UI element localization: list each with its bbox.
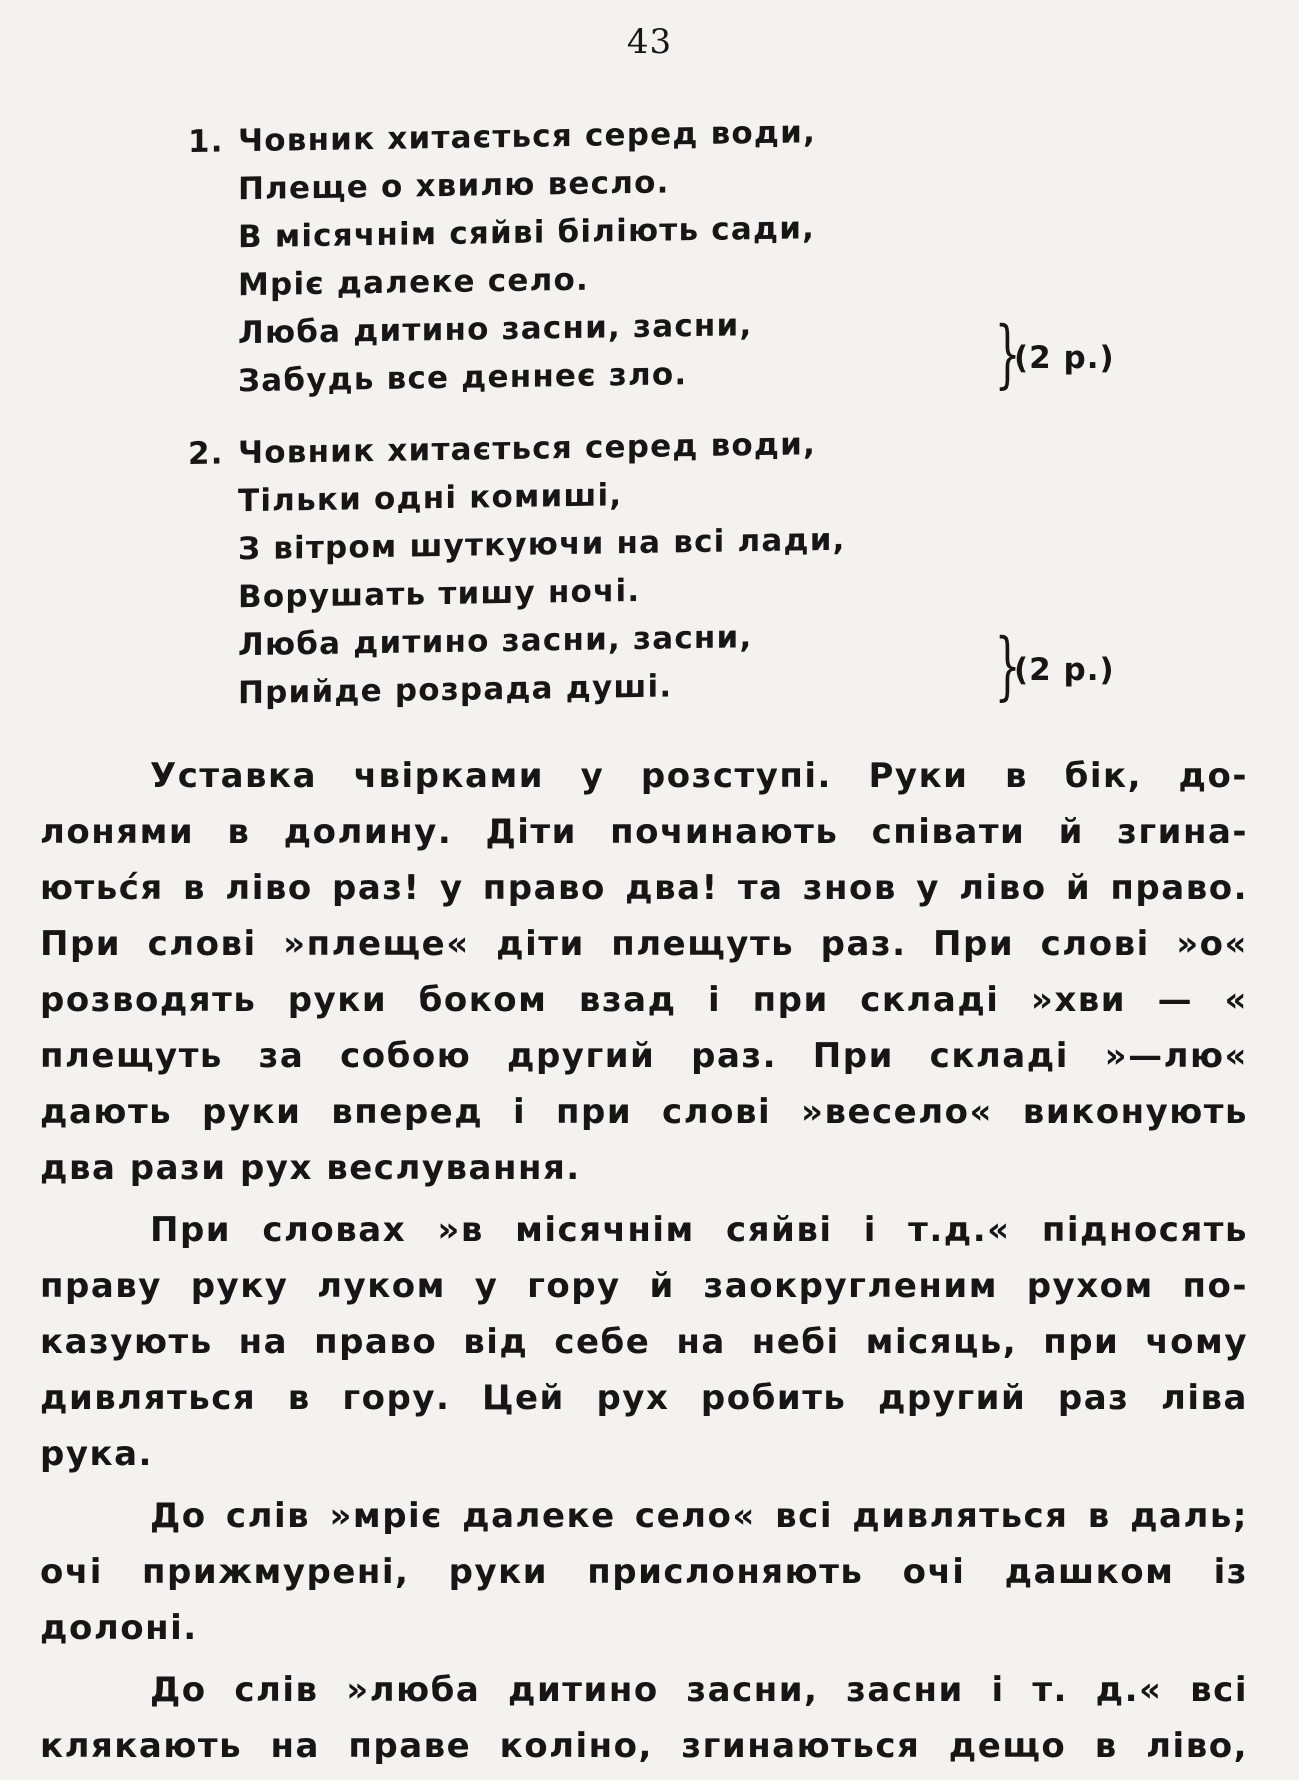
page-number: 43 (626, 22, 673, 62)
text-line: долоні. (40, 1608, 198, 1648)
verse-line-text: Люба дитино засни, засни, (238, 619, 753, 664)
verse-line-text: Прийде розрада душі. (238, 668, 673, 712)
paragraph (40, 1202, 1248, 1482)
text-line: плещуть за собою другий раз. При складі »—лю« (40, 1036, 1248, 1076)
verse-line-text: З вітром шуткуючи на всі лади, (238, 521, 846, 568)
text-line: рука. (40, 1434, 153, 1474)
text-line: дивляться в гору. Цей рух робить другий раз ліва (40, 1378, 1248, 1418)
text-line: дають руки вперед і при слові »весело« виконують (40, 1092, 1248, 1132)
text-line: розводять руки боком взад і при складі »хви — « (40, 980, 1248, 1020)
verse-1 (188, 114, 1115, 406)
brace-icon: } (994, 311, 1021, 397)
text-line: ютьс́я в ліво раз! у право два! та знов у ліво й право. (40, 868, 1248, 908)
verse-line-text: Люба дитино засни, засни, (238, 307, 753, 352)
paragraph (40, 1662, 1248, 1774)
verse-line-text: Човник хитається серед води, (238, 114, 817, 160)
text-line: До слів »люба дитино засни, засни і т. д.« всі (150, 1670, 1248, 1710)
verse-line-text: Тільки одні комиші, (238, 477, 623, 520)
verse-line-text: Човник хитається серед води, (238, 426, 817, 472)
verse-line-text: Мріє далеке село. (238, 261, 589, 304)
paragraph (40, 1488, 1248, 1656)
verse-2 (188, 426, 1115, 718)
repeat-mark: (2 р.) (1014, 340, 1115, 376)
text-line: очі прижмурені, руки прислоняють очі дашком із (40, 1552, 1248, 1592)
brace-icon: } (994, 623, 1021, 709)
verse-line-text: Ворушать тишу ночі. (238, 572, 641, 616)
paragraph (40, 748, 1248, 1196)
text-line: До слів »мріє далеке село« всі дивляться в даль; (150, 1496, 1248, 1536)
text-line: два рази рух веслування. (40, 1148, 581, 1188)
text-line: При словах »в місячнім сяйві і т.д.« підносять (150, 1210, 1248, 1250)
verse-line-text: В місячнім сяйві біліють сади, (238, 210, 816, 256)
instructions-text (40, 748, 1248, 1780)
text-line: При слові »плеще« діти плещуть раз. При слові »о« (40, 924, 1248, 964)
text-line: праву руку луком у гору й заокругленим рухом по- (40, 1266, 1248, 1306)
verse-number: 1. (188, 123, 224, 160)
verse-line-text: Забудь все деннеє зло. (238, 356, 688, 400)
text-line: лонями в долину. Діти починають співати й згина- (40, 812, 1248, 852)
text-line: Уставка чвірками у розступі. Руки в бік, до- (150, 756, 1248, 796)
verse-number: 2. (188, 435, 224, 472)
text-line: клякають на праве коліно, згинаються дещо в ліво, (40, 1726, 1248, 1766)
text-line: казують на право від себе на небі місяць, при чому (40, 1322, 1248, 1362)
repeat-mark: (2 р.) (1014, 652, 1115, 688)
verse-line-text: Плеще о хвилю весло. (238, 164, 670, 208)
